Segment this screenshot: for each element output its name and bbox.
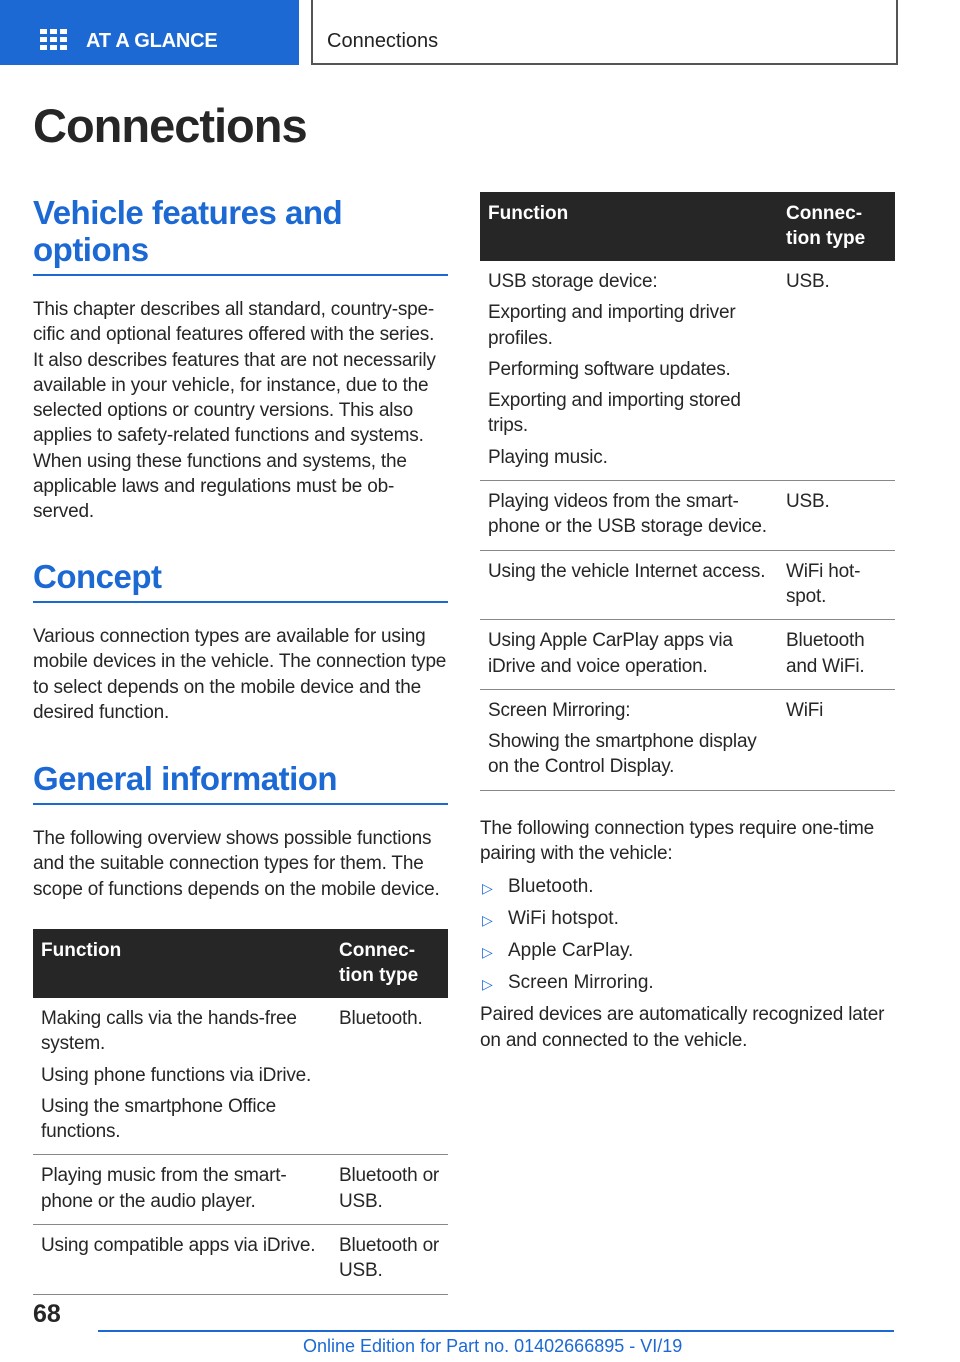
triangle-bullet-icon: ▷ — [482, 912, 493, 929]
footer-divider — [98, 1330, 894, 1332]
section-vehicle-features — [33, 194, 448, 525]
page-title: Connections — [33, 99, 307, 152]
section-concept — [33, 558, 448, 725]
triangle-bullet-icon: ▷ — [482, 880, 493, 897]
connection-type-cell: Bluetooth and WiFi. — [778, 620, 895, 690]
table-row — [480, 481, 895, 551]
list-item-text: Apple CarPlay. — [508, 940, 634, 962]
function-text: Exporting and importing driver profiles. — [488, 302, 736, 349]
column-header-function: Function — [480, 192, 778, 261]
function-text: Using Apple CarPlay apps via iDrive and voice operation. — [488, 630, 733, 677]
function-cell — [33, 1225, 331, 1295]
heading-concept: Concept — [33, 558, 448, 603]
column-header-connection-type: Connection type — [778, 192, 895, 261]
connection-type-cell: Bluetooth or USB. — [331, 1155, 448, 1225]
function-text: Playing music. — [488, 446, 608, 468]
table-row — [33, 1155, 448, 1225]
list-item — [480, 906, 895, 931]
function-cell — [480, 481, 778, 551]
triangle-bullet-icon: ▷ — [482, 944, 493, 961]
function-text: Showing the smartphone display on the Control Display. — [488, 731, 757, 778]
function-text: Using the vehicle Internet access. — [488, 560, 766, 582]
function-text: Playing music from the smartphone or the audio player. — [41, 1165, 287, 1212]
list-item-text: Bluetooth. — [508, 876, 594, 898]
list-item — [480, 938, 895, 963]
function-cell — [480, 550, 778, 620]
column-header-function: Function — [33, 929, 331, 998]
function-text: Using phone functions via iDrive. — [41, 1064, 312, 1086]
pairing-list — [480, 874, 895, 995]
table-row — [33, 1225, 448, 1295]
table-row — [33, 998, 448, 1155]
table-row — [480, 689, 895, 790]
function-table-left — [33, 929, 448, 1295]
heading-vehicle-features: Vehicle features and options — [33, 194, 448, 276]
function-cell — [480, 689, 778, 790]
pairing-outro-text: Paired devices are automatically recognized later on and connected to the vehicle. — [480, 1004, 885, 1051]
function-text: Making calls via the hands-free system. — [41, 1008, 297, 1055]
function-text: Performing software updates. — [488, 358, 731, 380]
function-text: Screen Mirroring: — [488, 699, 631, 721]
concept-text: Various connection types are available for using mobile devices in the vehicle. The connection type to select depends on the mobile device and the desired function. — [33, 626, 447, 723]
table-header-row — [33, 929, 448, 998]
grid-icon — [40, 29, 68, 51]
function-table — [33, 929, 448, 1295]
column-header-connection-type: Connection type — [331, 929, 448, 998]
table-row — [480, 550, 895, 620]
connection-type-cell: WiFi — [778, 689, 895, 790]
function-text: Using the smartphone Office functions. — [41, 1095, 277, 1143]
function-cell — [33, 1155, 331, 1225]
list-item — [480, 970, 895, 995]
list-item — [480, 874, 895, 899]
heading-general-information: General information — [33, 760, 448, 805]
function-table-right — [480, 192, 895, 1053]
function-text: Exporting and importing stored trips. — [488, 390, 741, 437]
function-text: USB storage device: — [488, 271, 658, 292]
page-number: 68 — [33, 1300, 61, 1328]
function-text: Using compatible apps via iDrive. — [41, 1235, 316, 1257]
triangle-bullet-icon: ▷ — [482, 976, 493, 993]
header-title-box — [311, 0, 898, 65]
table-row — [480, 261, 895, 481]
header-section-tab[interactable] — [0, 0, 299, 65]
table-header-row — [480, 192, 895, 261]
header-title: Connections — [327, 30, 439, 52]
connection-type-cell: WiFi hotspot. — [778, 550, 895, 620]
header-section-label: AT A GLANCE — [86, 30, 218, 52]
connection-type-cell: Bluetooth or USB. — [331, 1225, 448, 1295]
function-table — [480, 192, 895, 791]
table-row — [480, 620, 895, 690]
vehicle-features-text: This chapter describes all standard, country-specific and optional features offered with the series. It also describes features that are not necessarily available in your vehicle, for instance, due to the selected options or country versions. This also applies to safety-related functions and systems. When using these functions and systems, the applicable laws and regulations must be observed. — [33, 299, 436, 523]
connection-type-cell: USB. — [778, 261, 895, 481]
list-item-text: WiFi hotspot. — [508, 908, 619, 930]
function-cell — [33, 998, 331, 1155]
function-cell — [480, 620, 778, 690]
list-item-text: Screen Mirroring. — [508, 972, 654, 994]
function-text: Playing videos from the smartphone or the USB storage device. — [488, 491, 767, 538]
general-information-text: The following overview shows possible functions and the suitable connection types for them. The scope of functions depends on the mobile device. — [33, 828, 440, 900]
function-cell — [480, 261, 778, 481]
connection-type-cell: Bluetooth. — [331, 998, 448, 1155]
section-general-information — [33, 760, 448, 902]
connection-type-cell: USB. — [778, 481, 895, 551]
footer-edition: Online Edition for Part no. 01402666895 - VI/19 — [303, 1336, 683, 1356]
pairing-intro-text: The following connection types require one-time pairing with the vehicle: — [480, 817, 875, 865]
